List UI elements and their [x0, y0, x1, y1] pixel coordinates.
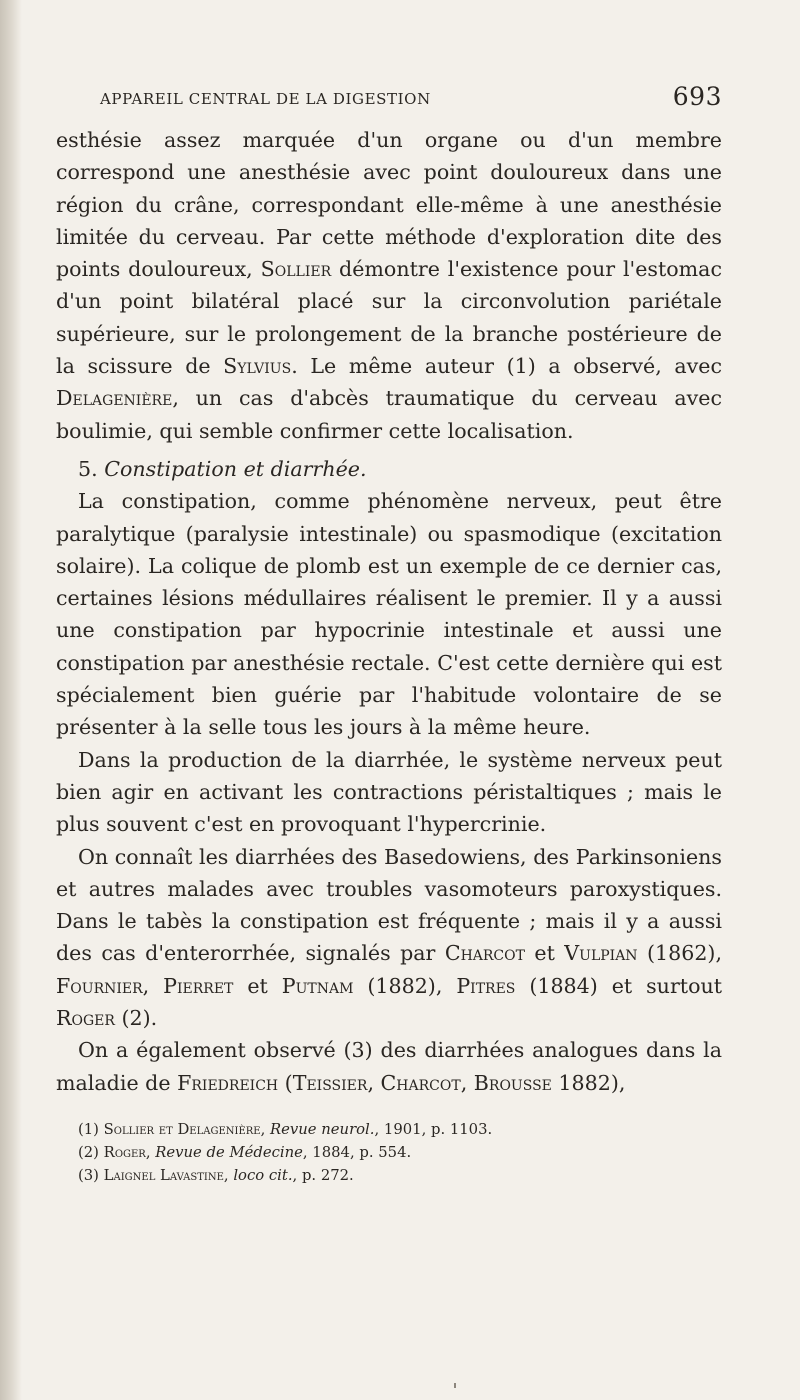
paragraph-1: esthésie assez marquée d'un organe ou d'un membre correspond une anesthésie avec point douloureux dans une région du crâne, correspondant elle-même à une anesthésie limitée du cerveau. Par cette méthode d'exploration dite des points douloureux, Sollier démontre l'existence pour l'estomac d'un point bilatéral placé sur la circonvolution pariétale supérieure, sur le prolongement de la branche postérieure de la scissure de Sylvius. Le même auteur (1) a observé, avec Delagenière, un cas d'abcès traumatique du cerveau avec boulimie, qui semble confirmer cette localisation. [56, 128, 723, 443]
paragraph-2: La constipation, comme phénomène nerveux, peut être paralytique (paralysie intestinale) ou spasmodique (excitation solaire). La colique de plomb est un exemple de ce dernier cas, certaines lésions médullaires réalisent le premier. Il y a aussi une constipation par hypocrinie intestinale et aussi une constipation par anesthésie rectale. C'est cette dernière qui est spécialement bien guérie par l'habitude volontaire de se présenter à la selle tous les jours à la même heure. [56, 489, 722, 740]
page-number: 693 [672, 82, 722, 111]
author-name: Friedreich [177, 1070, 279, 1095]
author-name: Pierret [163, 973, 234, 998]
paragraph-5: On a également observé (3) des diarrhées analogues dans la maladie de Friedreich (Teissier, Charcot, Brousse 1882), [56, 1038, 722, 1095]
author-name: Roger [56, 1006, 115, 1031]
book-page [56, 82, 723, 1187]
author-name: Charcot [380, 1070, 461, 1095]
author-name: Delagenière [56, 386, 173, 411]
footnote: (3) Laignel Lavastine, loco cit., p. 272. [78, 1166, 354, 1184]
author-name: Pitres [456, 973, 516, 998]
running-title: APPAREIL CENTRAL DE LA DIGESTION [100, 90, 431, 108]
footnote: (1) Sollier et Delagenière, Revue neurol., 1901, p. 1103. [78, 1120, 493, 1138]
body-text [56, 124, 722, 1099]
author-name: Vulpian [564, 941, 638, 966]
paper-speck [454, 1383, 456, 1388]
author-name: Teissier [292, 1070, 368, 1095]
author-name: Fournier [56, 973, 143, 998]
author-name: Sylvius [223, 354, 292, 379]
running-head [56, 82, 722, 124]
author-name: Charcot [444, 941, 525, 966]
section-heading: 5. Constipation et diarrhée. [78, 456, 367, 481]
author-name: Sollier [260, 257, 332, 282]
author-name: Brousse [473, 1070, 552, 1095]
author-name: Putnam [281, 973, 354, 998]
paragraph-3: Dans la production de la diarrhée, le système nerveux peut bien agir en activant les contractions péristaltiques ; mais le plus souvent c'est en provoquant l'hypercrinie. [56, 747, 722, 837]
footnote: (2) Roger, Revue de Médecine, 1884, p. 554. [78, 1143, 412, 1161]
binding-shadow [0, 0, 22, 1400]
footnotes [56, 1118, 722, 1187]
paragraph-4: On connaît les diarrhées des Basedowiens, des Parkinsoniens et autres malades avec troubles vasomoteurs paroxystiques. Dans le tabès la constipation est fréquente ; mais il y a aussi des cas d'enterorrhée, signalés par Charcot et Vulpian (1862), Fournier, Pierret et Putnam (1882), Pitres (1884) et surtout Roger (2). [56, 844, 723, 1031]
